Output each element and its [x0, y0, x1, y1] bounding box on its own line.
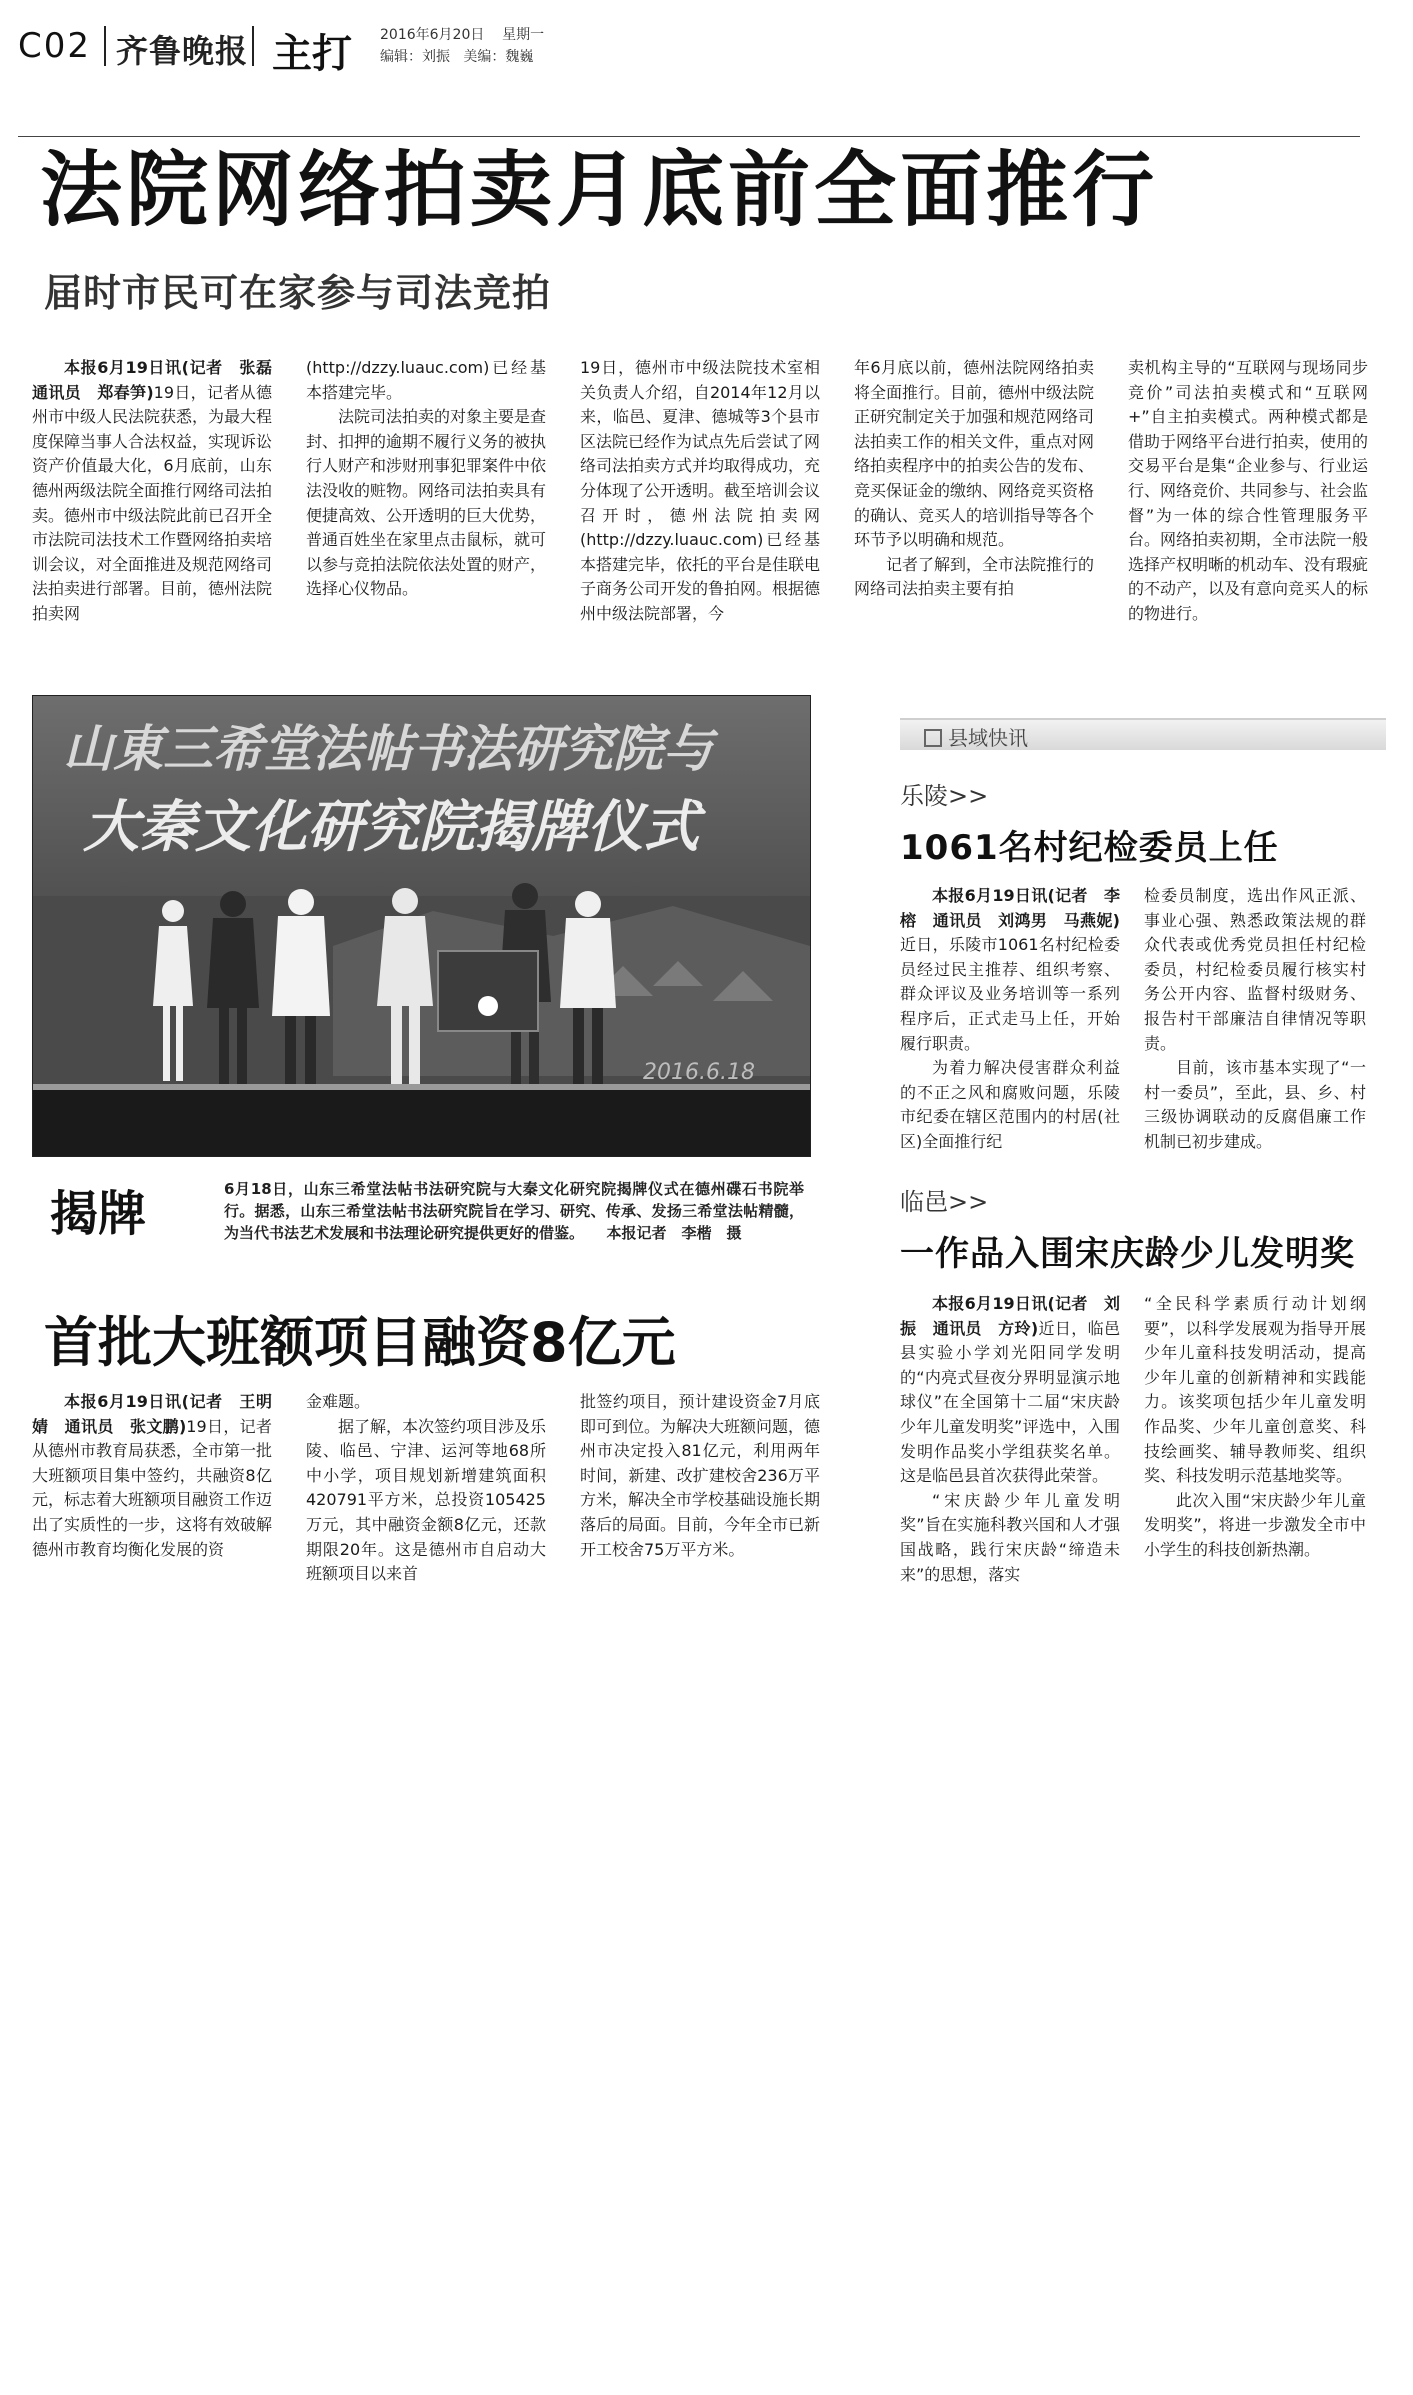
article-byline: 本报6月19日讯(记者 王明婧 通讯员 张文鹏): [32, 1392, 272, 1436]
article-byline: 本报6月19日讯(记者 刘振 通讯员 方玲): [900, 1294, 1120, 1338]
article-paragraph: (http://dzzy.luauc.com)已经基本搭建完毕。: [306, 358, 546, 402]
county-news-label: [924, 722, 1028, 751]
banner-line-1: 山東三希堂法帖书法研究院与: [63, 719, 713, 778]
page-number: C02: [18, 26, 92, 66]
article-byline: 本报6月19日讯(记者 张磊 通讯员 郑春笋): [32, 358, 289, 402]
article-paragraph: 此次入围“宋庆龄少年儿童发明奖”，将进一步激发全市中小学生的科技创新热潮。: [1144, 1490, 1366, 1559]
photo-caption-title: 揭牌: [50, 1186, 147, 1242]
article-paragraph: 据了解，本次签约项目涉及乐陵、临邑、宁津、运河等地68所中小学，项目规划新增建筑面积420791平方米，总投资105425万元，其中融资金额8亿元，还款期限20年。这是德州市自启动大班额项目以来首: [306, 1416, 547, 1584]
article-paragraph: 金难题。: [306, 1392, 371, 1411]
article-column: [1128, 356, 1368, 627]
article-paragraph: 卖机构主导的“互联网与现场同步竞价”司法拍卖模式和“互联网+”自主拍卖模式。两种模式都是借助于网络平台进行拍卖，使用的交易平台是集“企业参与、行业运行、网络竞价、共同参与、社会监督”为一体的综合性管理服务平台。网络拍卖初期，全市法院一般选择产权明晰的机动车、没有瑕疵的不动产，以及有意向竞买人的标的物进行。: [1128, 358, 1369, 623]
article-column: [900, 884, 1120, 1155]
article-column: [32, 1390, 272, 1562]
article-paragraph: 目前，该市基本实现了“一村一委员”，至此，县、乡、村三级协调联动的反腐倡廉工作机制已初步建成。: [1144, 1058, 1366, 1151]
main-headline: 法院网络拍卖月底前全面推行: [40, 143, 1159, 238]
editor-line: [380, 46, 533, 66]
article-paragraph: “全民科学素质行动计划纲要”，以科学发展观为指导开展少年儿童科技发明活动，提高少年儿童的创新精神和实践能力。该奖项包括少年儿童发明作品奖、少年儿童创意奖、科技绘画奖、辅导教师奖、组织奖、科技发明示范基地奖等。: [1144, 1294, 1366, 1486]
newspaper-icon: [924, 729, 942, 747]
article-column: [900, 1292, 1120, 1587]
article-paragraph: 批签约项目，预计建设资金7月底即可到位。为解决大班额问题，德州市决定投入81亿元，利用两年时间，新建、改扩建校舍236万平方米，解决全市学校基础设施长期落后的局面。目前，今年全市已新开工校舍75万平方米。: [580, 1392, 821, 1559]
county-headline: 一作品入围宋庆龄少儿发明奖: [900, 1234, 1355, 1274]
masthead-divider: [104, 26, 106, 66]
region-label: 临邑>>: [900, 1188, 989, 1216]
article-paragraph: 检委员制度，选出作风正派、事业心强、熟悉政策法规的群众代表或优秀党员担任村纪检委员，村纪检委员履行核实村务公开内容、监督村级财务、报告村干部廉洁自律情况等职责。: [1144, 886, 1366, 1053]
issue-weekday: 星期一: [502, 27, 545, 43]
issue-date-line: [380, 24, 544, 44]
masthead-divider: [252, 26, 254, 66]
article-paragraph: 19日，记者从德州市教育局获悉，全市第一批大班额项目集中签约，共融资8亿元，标志着大班额项目融资工作迈出了实质性的一步，这将有效破解德州市教育均衡化发展的资: [32, 1416, 273, 1559]
paper-logo: 齐鲁晚报: [116, 32, 249, 70]
masthead-rule: [18, 136, 1360, 137]
photo-caption: 6月18日，山东三希堂法帖书法研究院与大秦文化研究院揭牌仪式在德州碟石书院举行。据悉，山东三希堂法帖书法研究院旨在学习、研究、传承、发扬三希堂法帖精髓，为当代书法艺术发展和书法理论研究提供更好的借鉴。 本报记者 李楷 摄: [224, 1180, 804, 1242]
second-headline: 首批大班额项目融资8亿元: [44, 1311, 676, 1374]
editor-credit: 编辑：刘振: [380, 49, 450, 65]
county-headline: 1061名村纪检委员上任: [900, 828, 1279, 868]
article-paragraph: 19日，德州市中级法院技术室相关负责人介绍，自2014年12月以来，临邑、夏津、德城等3个县市区法院已经作为试点先后尝试了网络司法拍卖方式并均取得成功，充分体现了公开透明。截至培训会议召开时，德州法院拍卖网(http://dzzy.luauc.com)已经基本搭建完毕，依托的平台是佳联电子商务公司开发的鲁拍网。根据德州中级法院部署，今: [580, 358, 821, 623]
article-paragraph: 年6月底以前，德州法院网络拍卖将全面推行。目前，德州中级法院正研究制定关于加强和规范网络司法拍卖工作的相关文件，重点对网络拍卖程序中的拍卖公告的发布、竞买保证金的缴纳、网络竞买资格的确认、竞买人的培训指导等各个环节予以明确和规范。: [854, 358, 1095, 550]
issue-date: 2016年6月20日: [380, 27, 485, 43]
article-paragraph: “宋庆龄少年儿童发明奖”旨在实施科教兴国和人才强国战略，践行宋庆龄“缔造未来”的思想，落实: [900, 1490, 1120, 1584]
article-column: [306, 1390, 546, 1587]
article-paragraph: 19日，记者从德州市中级人民法院获悉，为最大程度保障当事人合法权益，实现诉讼资产价值最大化，6月底前，山东德州两级法院全面推行网络司法拍卖。德州市中级法院此前已召开全市法院司法技术工作暨网络拍卖培训会议，对全面推进及规范网络司法拍卖进行部署。目前，德州法院拍卖网: [32, 382, 273, 623]
article-paragraph: 记者了解到，全市法院推行的网络司法拍卖主要有拍: [854, 554, 1095, 599]
article-paragraph: 法院司法拍卖的对象主要是查封、扣押的逾期不履行义务的被执行人财产和涉财刑事犯罪案件中依法没收的赃物。网络司法拍卖具有便捷高效、公开透明的巨大优势，普通百姓坐在家里点击鼠标，就可以参与竞拍法院依法处置的财产，选择心仪物品。: [306, 407, 547, 599]
article-paragraph: 为着力解决侵害群众利益的不正之风和腐败问题，乐陵市纪委在辖区范围内的村居(社区)全面推行纪: [900, 1058, 1120, 1151]
article-paragraph: 近日，临邑县实验小学刘光阳同学发明的“内亮式昼夜分界明显演示地球仪”在全国第十二届“宋庆龄少年儿童发明奖”评选中，入围发明作品奖小学组获奖名单。这是临邑县首次获得此荣誉。: [900, 1318, 1120, 1486]
article-column: [306, 356, 546, 602]
designer-credit: 美编：魏巍: [463, 49, 534, 65]
region-label: 乐陵>>: [900, 782, 989, 810]
main-subhead: 届时市民可在家参与司法竞拍: [44, 271, 552, 315]
plaque: [438, 951, 538, 1031]
article-column: [1144, 884, 1366, 1155]
photo-timestamp: 2016.6.18: [643, 1060, 755, 1085]
article-column: [1144, 1292, 1366, 1563]
article-column: [580, 1390, 820, 1562]
news-photo: [32, 695, 811, 1157]
article-column: [854, 356, 1094, 602]
banner-line-2: 大秦文化研究院揭牌仪式: [83, 794, 699, 860]
article-paragraph: 近日，乐陵市1061名村纪检委员经过民主推荐、组织考察、群众评议及业务培训等一系列程序后，正式走马上任，开始履行职责。: [900, 935, 1120, 1053]
section-title: 主打: [272, 31, 352, 77]
plaque-light: [478, 996, 498, 1016]
photo-illustration: [33, 696, 810, 1156]
article-byline: 本报6月19日讯(记者 李榕 通讯员 刘鸿男 马燕妮): [900, 886, 1120, 930]
county-news-label-text: 县域快讯: [948, 726, 1028, 750]
article-column: [580, 356, 820, 627]
article-column: [32, 356, 289, 627]
